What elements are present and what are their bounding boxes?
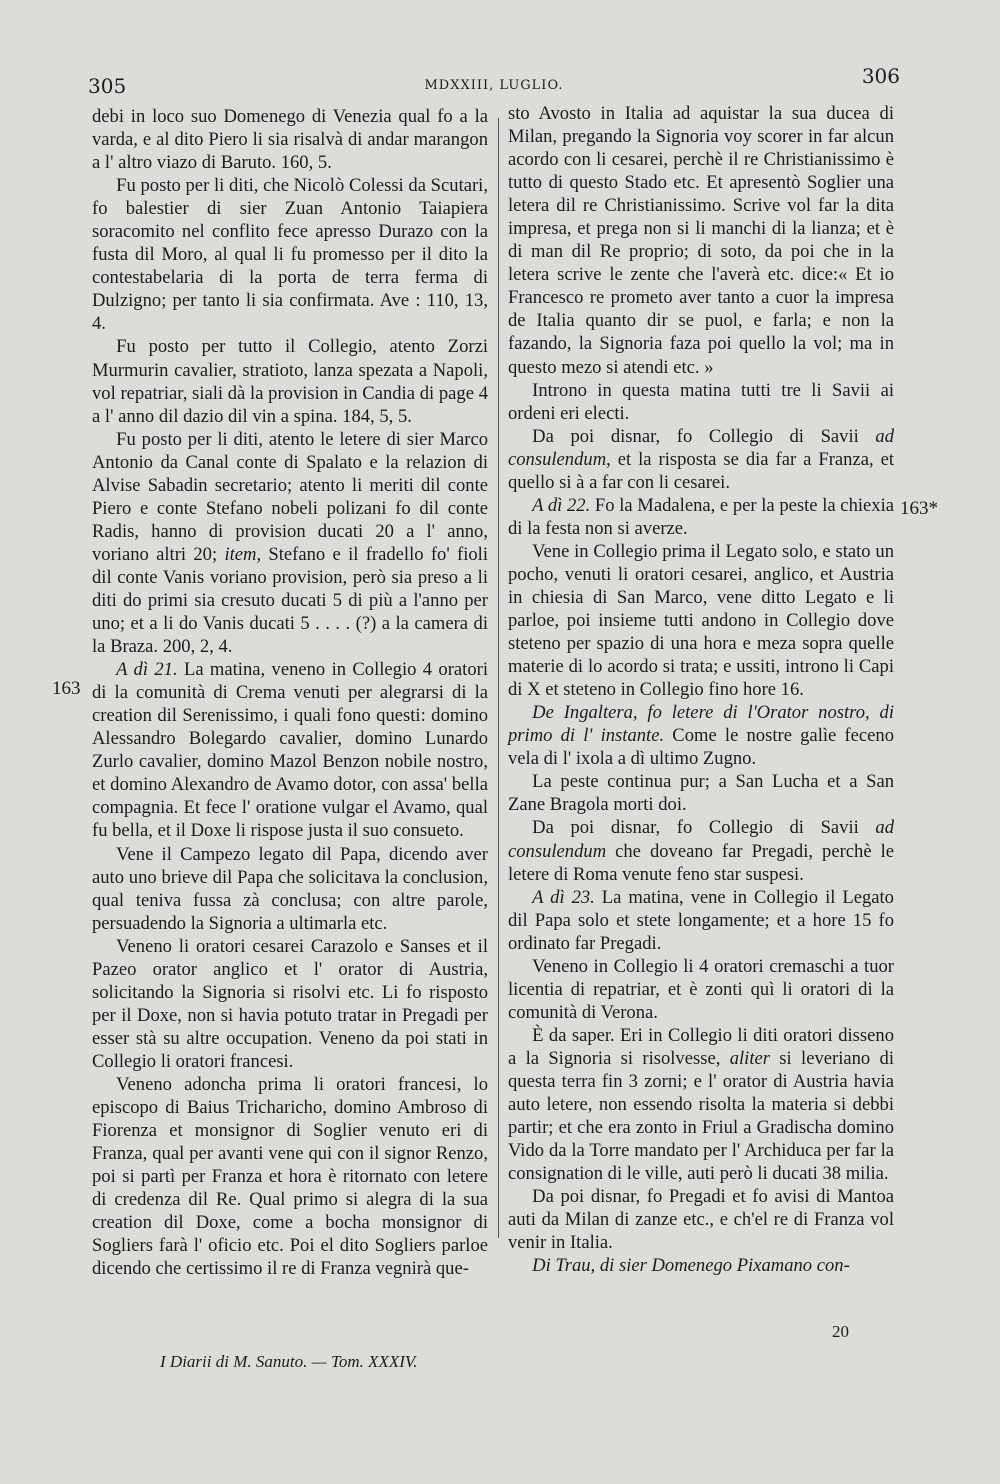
left-column [92,105,488,1280]
paragraph: A dì 23. La matina, vene in Collegio il Legato dil Papa solo et stete longamente; et a hore 15 fo ordinato far Pregadi. [508,886,894,954]
paragraph: debi in loco suo Domenego di Venezia qual fo a la varda, e al dito Piero li sia risalvà di andar marangon a l' altro viazo di Baruto. 160, 5. [92,106,488,174]
paragraph: Veneno adoncha prima li oratori francesi, lo episcopo di Baius Tricharicho, domino Ambroso di Fiorenza et monsignor di Soglier venuto eri di Franza, qual per avanti vene qui con il signor Renzo, poi si partì per Franza et hora è ritornato con letere di credenza dil Re. Qual primo si alegra di la sua creation dil Doxe, come a bocha monsignor di Sogliers farà l' oficio etc. Poi el dito Sogliers parloe dicendo che certissimo il re di Franza vegnirà que- [92,1073,488,1280]
paragraph: Vene in Collegio prima il Legato solo, e stato un pocho, venuti li oratori cesarei, anglico, et Austria in chiesia di San Marco, vene ditto Legato e li parloe, poi insieme tutti andono in Collegio dove steteno per spazio di una hora e meza sopra quelle materie di lo acordo si trata; e ussiti, introno li Capi di X et steteno in Collegio fino hore 16. [508,540,894,701]
margin-note-right: 163* [900,498,938,519]
paragraph: De Ingaltera, fo letere di l'Orator nostro, di primo di l' instante. Come le nostre galìe feceno vela di l' ixola a dì ultimo Zugno. [508,702,895,770]
paragraph: La peste continua pur; a San Lucha et a San Zane Bragola morti doi. [508,771,894,816]
paragraph: Fu posto per tutto il Collegio, atento Zorzi Murmurin cavalier, stratioto, lanza spezata a Napoli, vol repatriar, siali dà la provision in Candia di page 4 a l' anno dil dazio dil vin a spina. 184, 5, 5. [92,336,488,427]
paragraph: A dì 21. La matina, veneno in Collegio 4 oratori di la comunità di Crema venuti per alegrarsi di la creation dil Serenissimo, i quali fono questi: domino Alessandro Bolegardo cavalier, domino Lunardo Zurlo cavalier, domino Mazol Benzon nobile nostro, et domino Alexandro de Avamo dotor, con assa' bella compagnia. Et fece l' oratione vulgar el Avamo, qual fu bella, et il Doxe li rispose justa il suo consueto. [92,659,488,842]
paragraph: Veneno li oratori cesarei Carazolo e Sanses et il Pazeo orator anglico et l' orator di Austria, solicitando la Signoria si risolvi etc. Li fo risposto per il Doxe, non si havia potuto tratar in Pregadi per esser stà su altre occupation. Veneno da poi stati in Collegio li oratori francesi. [92,935,488,1072]
paragraph: Da poi disnar, fo Collegio di Savii ad consulendum che doveano far Pregadi, perchè le letere di Roma venute feno star suspesi. [508,817,894,885]
paragraph: È da saper. Eri in Collegio li diti oratori disseno a la Signoria si risolvesse, aliter si leveriano di questa terra fin 3 zorni; e l' orator di Austria havia auto letere, non essendo risolta la materia si debbi partir; et che era zonto in Friul a Gradischa domino Vido da la Torre mandato per l' Archiduca per far la consignation di le ville, auti però li ducati 38 milia. [508,1024,894,1185]
paragraph: Veneno in Collegio li 4 oratori cremaschi a tuor licentia di repatriar, et è zonti quì li oratori di la comunità di Verona. [508,955,894,1023]
signature-mark: 20 [832,1322,849,1341]
paragraph: Da poi disnar, fo Collegio di Savii ad consulendum, et la risposta se dia far a Franza, et quello si à a far con li cesarei. [508,425,894,493]
paragraph: Fu posto per li diti, che Nicolò Colessi da Scutari, fo balestier di sier Zuan Antonio Taiapiera soracomito nel conflito fece apresso Durazo con la fusta dil Moro, al qual li fu promesso per il dito la contestabelaria di la porta de terra ferma di Dulzigno; per tanto li sia confirmata. Ave : 110, 13, 4. [92,175,488,335]
paragraph: Introno in questa matina tutti tre li Savii ai ordeni eri electi. [508,379,894,424]
running-title: MDXXIII, LUGLIO. [424,78,564,93]
footer-reference: I Diarii di M. Sanuto. — Tom. XXXIV. [160,1352,418,1371]
paragraph: Di Trau, di sier Domenego Pixamano con- [532,1255,850,1277]
page-number-right: 306 [861,64,900,88]
right-column [508,102,894,1277]
paragraph: Fu posto per li diti, atento le letere di sier Marco Antonio da Canal conte di Spalato e la relazion di Alvise Sabadin secretario; atento li meriti dil conte Piero e conte Stefano nobeli polizani fo dil conte Radis, hanno di provision ducati 20 a l' anno, voriano altri 20; item, Stefano e il fradello fo' fioli dil conte Vanis voriano provision, però sia preso a li diti do primi sia cresuto ducati 5 di più a l'anno per uno; et a li do Vanis ducati 5 . . . . (?) a la camera di la Braza. 200, 2, 4. [92,428,488,658]
paragraph: Vene il Campezo legato dil Papa, dicendo aver auto uno brieve dil Papa che solicitava la conclusion, qual teniva fussa zà conclusa; con altre parole, persuadendo la Signoria a ultimarla etc. [92,843,488,934]
paragraph: A dì 22. Fo la Madalena, e per la peste la chiexia di la festa non si averze. [508,494,894,539]
margin-note-left: 163 [52,678,81,699]
column-divider [498,118,499,1238]
page-number-left: 305 [88,74,127,98]
paragraph: Da poi disnar, fo Pregadi et fo avisi di Mantoa auti da Milan di zanze etc., e ch'el re di Franza vol venir in Italia. [508,1186,894,1254]
paragraph: sto Avosto in Italia ad aquistar la sua ducea di Milan, pregando la Signoria voy scorer in far alcun acordo con li cesarei, perchè il re Christianissimo è tutto di questo Stado etc. Et apresentò Soglier una letera dil re Christianissimo. Scrive vol far la dita impresa, et prega non si li manchi di la lianza; et è di man dil Re proprio; di soto, da poi che in la letera scrive le zente che l'averà etc. dice:« Et io Francesco re prometo aver tanto a cuor la impresa de Italia quanto dir se puol, e farla; e non la fazando, la Signoria faza poi quello la vol; ma in questo mezo si atendi etc. » [508,103,894,378]
running-header [88,64,900,104]
